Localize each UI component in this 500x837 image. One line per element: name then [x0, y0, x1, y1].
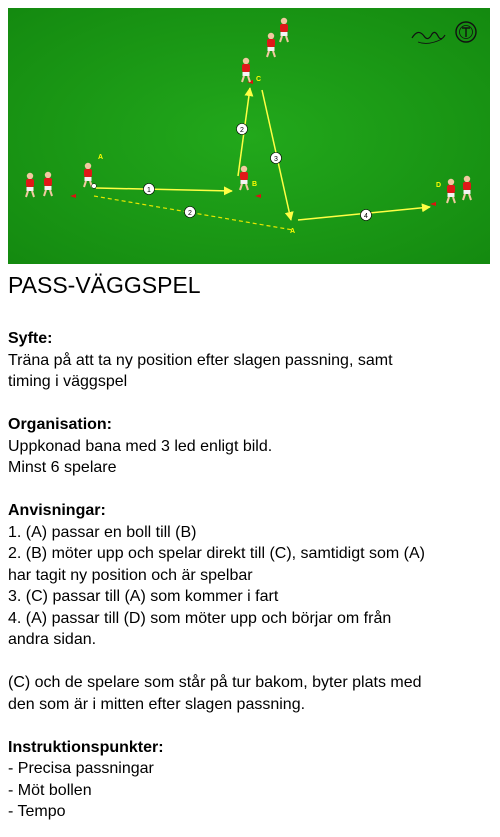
- label-c: C: [256, 76, 262, 83]
- instruktionspunkt-item: - Precisa passningar: [8, 760, 154, 777]
- svg-text:2: 2: [240, 127, 244, 134]
- rotation-note-line: den som är i mitten efter slagen passning.: [8, 695, 306, 713]
- pass-number-3: [271, 153, 282, 164]
- pitch: [8, 8, 490, 264]
- instruktionspunkter-heading: Instruktionspunkter:: [8, 738, 164, 756]
- organisation-text-line: Minst 6 spelare: [8, 459, 117, 476]
- anvisningar-line: har tagit ny position och är spelbar: [8, 566, 253, 584]
- organisation-heading: Organisation:: [8, 416, 113, 433]
- organisation-text-line: Uppkonad bana med 3 led enligt bild.: [8, 437, 273, 455]
- anvisningar-line: 4. (A) passar till (D) som möter upp och börjar om från: [8, 609, 392, 627]
- label-a-end: A: [290, 228, 296, 235]
- svg-text:4: 4: [364, 213, 368, 220]
- drill-diagram: [8, 8, 490, 264]
- anvisningar-line: 3. (C) passar till (A) som kommer i fart: [8, 588, 279, 605]
- instruktionspunkt-item: - Möt bollen: [8, 781, 92, 799]
- drill-description: [8, 328, 493, 823]
- pass-number-2-run: [185, 207, 196, 218]
- anvisningar-line: andra sidan.: [8, 631, 97, 648]
- syfte-heading: Syfte:: [8, 330, 53, 347]
- anvisningar-line: 2. (B) möter upp och spelar direkt till (C), samtidigt som (A): [8, 545, 426, 562]
- svg-text:2: 2: [188, 210, 192, 217]
- ball: [92, 184, 97, 189]
- pass-number-1: [144, 184, 155, 195]
- svg-text:1: 1: [147, 187, 151, 194]
- pass-number-4: [361, 210, 372, 221]
- pass-number-2: [237, 124, 248, 135]
- label-b: B: [252, 181, 258, 188]
- rotation-note-line: (C) och de spelare som står på tur bakom, byter plats med: [8, 674, 422, 691]
- label-d: D: [436, 182, 442, 189]
- anvisningar-line: 1. (A) passar en boll till (B): [8, 523, 197, 541]
- svg-text:3: 3: [274, 156, 278, 163]
- instruktionspunkt-item: - Tempo: [8, 803, 66, 820]
- anvisningar-heading: Anvisningar:: [8, 502, 106, 519]
- label-a-start: A: [98, 154, 104, 161]
- syfte-text-line: Träna på att ta ny position efter slagen passning, samt: [8, 351, 393, 369]
- page-title: PASS-VÄGGSPEL: [8, 272, 201, 298]
- syfte-text-line: timing i väggspel: [8, 373, 128, 390]
